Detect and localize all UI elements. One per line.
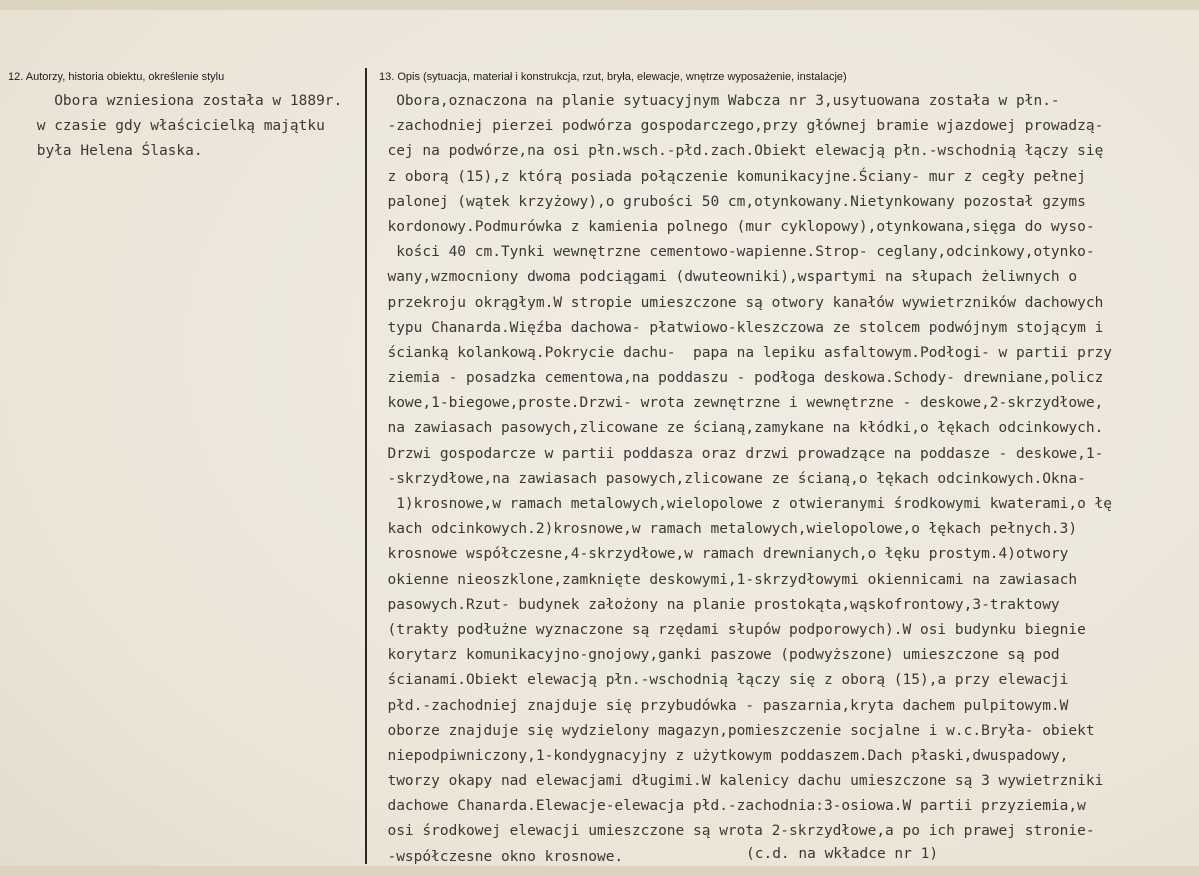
text-line: na zawiasach pasowych,zlicowane ze ścianą,zamykane na kłódki,o łękach odcinkowych. [370, 420, 1104, 437]
text-line: ścianką kolankową.Pokrycie dachu- papa na lepiku asfaltowym.Podłogi- w partii przy [370, 344, 1113, 361]
text-line: krosnowe współczesne,4-skrzydłowe,w ramach drewnianych,o łęku prostym.4)otwory [370, 546, 1069, 563]
text-line: wany,wzmocniony dwoma podciągami (dwuteowniki),wspartymi na słupach żeliwnych o [370, 269, 1078, 286]
text-line: -skrzydłowe,na zawiasach pasowych,zlicowane ze ścianą,o łękach odcinkowych.Okna- [370, 470, 1086, 487]
text-line: osi środkowej elewacji umieszczone są wrota 2-skrzydłowe,a po ich prawej stronie- [370, 823, 1095, 840]
text-line: ziemia - posadzka cementowa,na poddaszu - podłoga deskowa.Schody- drewniane,policz [370, 370, 1104, 387]
text-line: płd.-zachodniej znajduje się przybudówka - paszarnia,kryta dachem pulpitowym.W [370, 697, 1069, 714]
continuation-note: (c.d. na wkładce nr 1) [746, 846, 939, 862]
section-13-text [370, 89, 1196, 870]
text-line: pasowych.Rzut- budynek założony na planie prostokąta,wąskofrontowy,3-traktowy [370, 596, 1060, 613]
text-line: kowe,1-biegowe,proste.Drzwi- wrota zewnętrzne i wewnętrzne - deskowe,2-skrzydłowe, [370, 395, 1104, 412]
text-line: z oborą (15),z którą posiada połączenie komunikacyjne.Ściany- mur z cegły pełnej [370, 168, 1086, 185]
text-line: Obora wzniesiona została w 1889r. [28, 93, 343, 109]
section-12-header: 12. Autorzy, historia obiektu, określenie stylu [8, 71, 225, 83]
text-line: typu Chanarda.Więźba dachowa- płatwiowo-kleszczowa ze stolcem podwójnym stojącym i [370, 319, 1104, 336]
text-line: tworzy okapy nad elewacjami długimi.W kalenicy dachu umieszczone są 3 wywietrzniki [370, 773, 1104, 790]
text-line: ścianami.Obiekt elewacją płn.-wschodnią łączy się z oborą (15),a przy elewacji [370, 672, 1069, 689]
text-line: palonej (wątek krzyżowy),o grubości 50 cm,otynkowany.Nietynkowany pozostał gzyms [370, 193, 1086, 210]
text-line: przekroju okrągłym.W stropie umieszczone są otwory kanałów wywietrzników dachowych [370, 294, 1104, 311]
column-divider [365, 68, 367, 864]
text-line: była Helena Ślaska. [28, 143, 203, 160]
text-line: Drzwi gospodarcze w partii poddasza oraz drzwi prowadzące na poddasze - deskowe,1- [370, 445, 1104, 462]
text-line: kości 40 cm.Tynki wewnętrzne cementowo-wapienne.Strop- ceglany,odcinkowy,otynko- [370, 244, 1095, 261]
text-line: kach odcinkowych.2)krosnowe,w ramach metalowych,wielopolowe,o łękach pełnych.3) [370, 521, 1078, 538]
text-line: kordonowy.Podmurówka z kamienia polnego (mur cyklopowy),otynkowana,sięga do wyso- [370, 218, 1095, 235]
text-line: (trakty podłużne wyznaczone są rzędami słupów podporowych).W osi budynku biegnie [370, 621, 1086, 638]
text-line: korytarz komunikacyjno-gnojowy,ganki paszowe (podwyższone) umieszczone są pod [370, 647, 1060, 664]
section-13-header: 13. Opis (sytuacja, materiał i konstrukcja, rzut, bryła, elewacje, wnętrze wyposażenie, instalacje) [379, 71, 847, 83]
text-line: -współczesne okno krosnowe. [370, 848, 624, 865]
text-line: w czasie gdy właścicielką majątku [28, 118, 325, 135]
section-12-text [28, 89, 360, 165]
text-line: okienne nieoszklone,zamknięte deskowymi,1-skrzydłowymi okiennicami na zawiasach [370, 571, 1078, 588]
text-line: oborze znajduje się wydzielony magazyn,pomieszczenie socjalne i w.c.Bryła- obiekt [370, 722, 1095, 739]
text-line: dachowe Chanarda.Elewacje-elewacja płd.-zachodnia:3-osiowa.W partii przyziemia,w [370, 798, 1086, 815]
text-line: 1)krosnowe,w ramach metalowych,wielopolowe z otwieranymi środkowymi kwaterami,o łę [370, 496, 1113, 512]
top-edge [0, 0, 1199, 10]
text-line: niepodpiwniczony,1-kondygnacyjny z użytkowym poddaszem.Dach płaski,dwuspadowy, [370, 747, 1069, 764]
text-line: cej na podwórze,na osi płn.wsch.-płd.zach.Obiekt elewacją płn.-wschodnią łączy się [370, 143, 1104, 160]
text-line: -zachodniej pierzei podwórza gospodarczego,przy głównej bramie wjazdowej prowadzą- [370, 118, 1104, 135]
text-line: Obora,oznaczona na planie sytuacyjnym Wabcza nr 3,usytuowana została w płn.- [370, 93, 1060, 109]
